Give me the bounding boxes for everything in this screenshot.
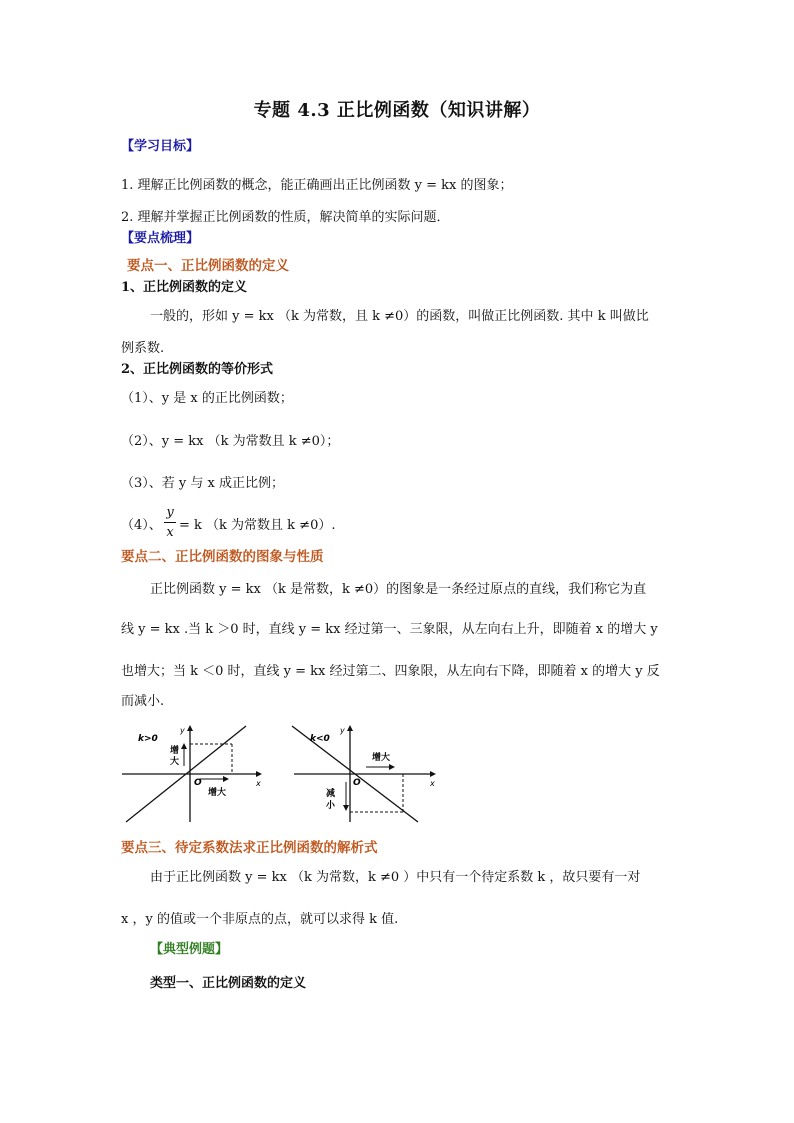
- y-axis-label: y: [180, 726, 185, 735]
- point2-line4: 而减小.: [121, 694, 165, 709]
- x-axis-label: x: [430, 779, 435, 788]
- down-label-2: 小: [326, 801, 336, 811]
- objectives-header: 【学习目标】: [121, 139, 200, 154]
- form4-prefix: （4）、: [121, 518, 162, 533]
- objective-item-2: 2. 理解并掌握正比例函数的性质，解决简单的实际问题．: [121, 210, 450, 225]
- x-axis-arrow-icon: [256, 771, 262, 777]
- point2-line3: 也增大；当 k ＜0 时，直线 y = kx 经过第二、四象限，从左向右下降，即随着 x 的增大 y 反: [121, 664, 660, 679]
- graph-k-negative: [290, 722, 440, 826]
- form4-numerator: y: [166, 505, 174, 520]
- equivalent-form-2: （2）、y = kx （k 为常数且 k ≠0）；: [121, 434, 340, 449]
- point1-title: 要点一、正比例函数的定义: [127, 258, 289, 274]
- origin-label: O: [353, 778, 361, 788]
- k-label: k>0: [138, 734, 158, 744]
- up-label-2: 大: [170, 757, 180, 767]
- page-title: 专题 4.3 正比例函数（知识讲解）: [253, 100, 541, 121]
- k-label: k<0: [310, 734, 330, 744]
- y-axis-arrow-icon: [347, 725, 353, 731]
- point2-line2: 线 y = kx .当 k ＞0 时，直线 y = kx 经过第一、三象限，从左向右上升，即随着 x 的增大 y: [121, 622, 658, 637]
- graph-k-positive: [118, 722, 266, 826]
- form4-fraction-bar: [164, 522, 176, 523]
- point3-line1: 由于正比例函数 y = kx （k 为常数，k ≠0 ）中只有一个待定系数 k ，故只要有一对: [150, 870, 641, 885]
- form4-suffix: = k （k 为常数且 k ≠0）.: [179, 518, 336, 533]
- form4-denominator: x: [166, 525, 174, 540]
- equivalent-form-1: （1）、y 是 x 的正比例函数；: [121, 391, 293, 406]
- type1-title: 类型一、正比例函数的定义: [150, 976, 307, 991]
- point1-sub1-line2: 例系数.: [121, 341, 165, 356]
- keypoints-header: 【要点梳理】: [121, 231, 200, 246]
- x-axis-label: x: [256, 779, 261, 788]
- up-arrow-icon: [181, 743, 187, 749]
- down-arrow-icon: [343, 805, 349, 811]
- point2-title: 要点二、正比例函数的图象与性质: [121, 549, 324, 565]
- x-axis-arrow-icon: [430, 771, 436, 777]
- point1-sub1-title: 1、正比例函数的定义: [121, 280, 248, 295]
- up-label-1: 增: [170, 746, 180, 756]
- origin-label: O: [194, 778, 202, 788]
- right-label: 增大: [372, 753, 391, 763]
- examples-header: 【典型例题】: [150, 942, 229, 957]
- equivalent-form-3: （3）、若 y 与 x 成正比例；: [121, 476, 284, 491]
- y-axis-arrow-icon: [187, 725, 193, 731]
- right-arrow-icon: [389, 764, 395, 770]
- point2-line1: 正比例函数 y = kx （k 是常数，k ≠0）的图象是一条经过原点的直线，我们称它为直: [150, 582, 647, 597]
- objective-item-1: 1. 理解正比例函数的概念，能正确画出正比例函数 y = kx 的图象；: [121, 178, 513, 193]
- down-label-1: 减: [326, 789, 336, 799]
- point1-sub1-line1: 一般的，形如 y = kx （k 为常数，且 k ≠0）的函数，叫做正比例函数. 其中 k 叫做比: [150, 309, 649, 324]
- right-label: 增大: [208, 788, 227, 798]
- right-arrow-icon: [223, 776, 229, 782]
- point3-line2: x ，y 的值或一个非原点的点，就可以求得 k 值.: [121, 912, 399, 927]
- y-axis-label: y: [340, 726, 345, 735]
- point3-title: 要点三、待定系数法求正比例函数的解析式: [121, 840, 378, 856]
- point1-sub2-title: 2、正比例函数的等价形式: [121, 362, 274, 377]
